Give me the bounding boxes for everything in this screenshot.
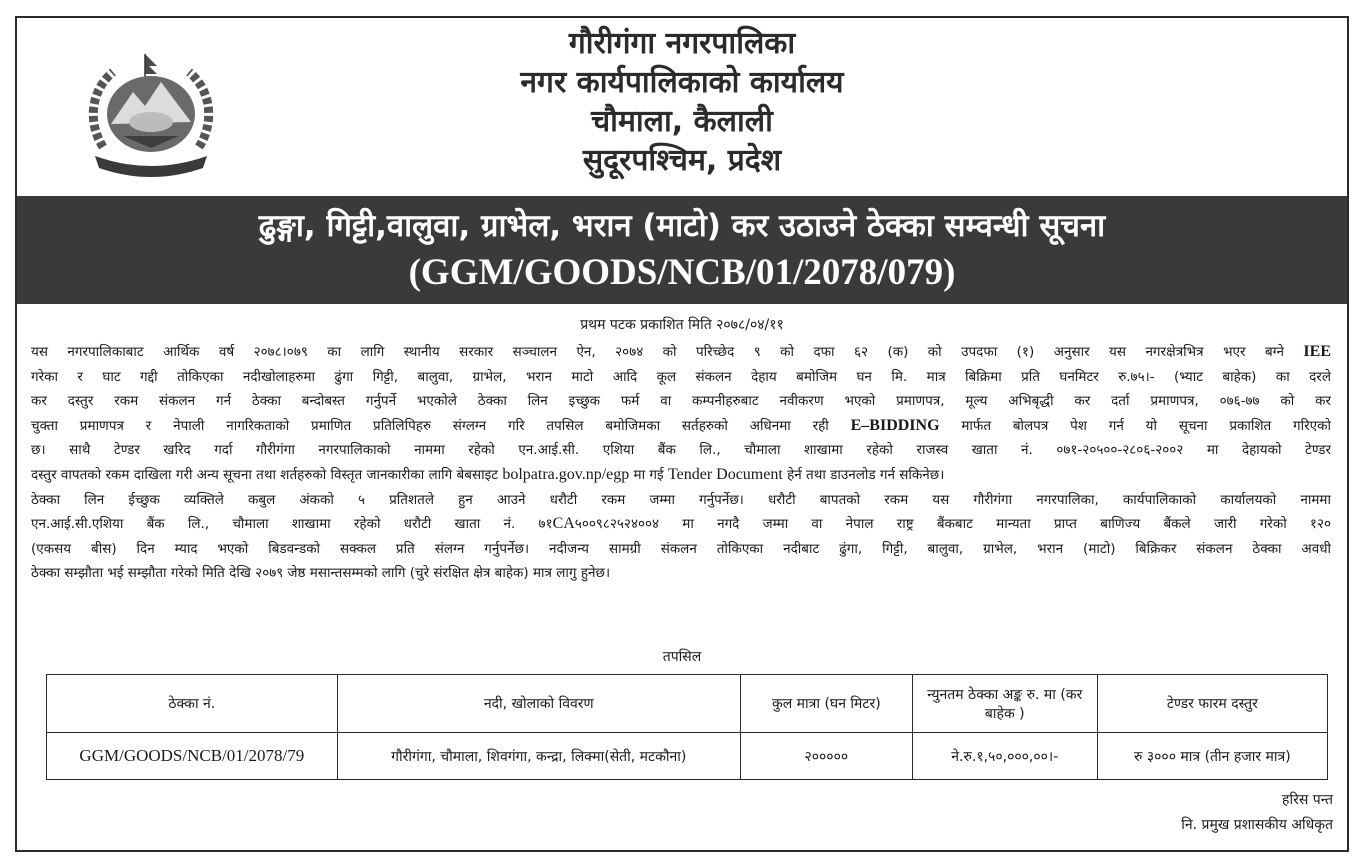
table-header-row	[47, 675, 1328, 733]
table-header: कुल मात्रा (घन मिटर)	[740, 675, 912, 733]
table-cell: GGM/GOODS/NCB/01/2078/79	[47, 733, 338, 780]
table-header: ठेक्का नं.	[47, 675, 338, 733]
province-name: सुदूरपश्चिम, प्रदेश	[582, 143, 782, 178]
body-line: दस्तुर वापतको रकम दाखिला गरी अन्य सूचना तथा शर्तहरुको विस्तृत जानकारीका लागि बेबसाइट bolpatra.gov.np/egp मा गई Tender Document हेर्न तथा डाउनलोड गर्न सकिनेछ।	[31, 465, 945, 483]
body-line: ठेक्का लिन ईच्छुक व्यक्तिले कबुल अंकको ५ प्रतिशतले हुन आउने धरौटी रकम जम्मा गर्नुपर्नेछ। धरौटी बापतको रकम यस गौरीगंगा नगरपालिका, कार्यपालिकाको कार्यालयको नाममा	[31, 491, 1331, 508]
notice-reference: (GGM/GOODS/NCB/01/2078/079)	[408, 252, 956, 293]
municipality-name: गौरीगंगा नगरपालिका	[568, 26, 796, 61]
publication-date: प्रथम पटक प्रकाशित मिति २०७८/०४/११	[580, 317, 784, 333]
body-line: चुक्ता प्रमाणपत्र र नेपाली नागरिकताको प्रमाणित प्रतिलिपिहरु संग्लग्न गरि तपसिल बमोजिमका सर्तहरुको अधिनमा रही E–BIDDING मार्फत बोलपत्र पेश गर्न यो सूचना प्रकाशित गरिएको	[31, 416, 1331, 434]
notice-body	[31, 340, 1331, 586]
table-header: न्युनतम ठेक्का अङ्क रु. मा (कर बाहेक )	[912, 675, 1097, 733]
signatory-title: नि. प्रमुख प्रशासकीय अधिकृत	[1181, 817, 1333, 833]
table-cell: गौरीगंगा, चौमाला, शिवगंगा, कन्द्रा, लिक्मा(सेती, मटकौना)	[337, 733, 740, 780]
table-cell: २०००००	[740, 733, 912, 780]
notice-page	[15, 16, 1349, 852]
table-header: टेण्डर फारम दस्तुर	[1097, 675, 1327, 733]
notice-header	[17, 18, 1347, 196]
table-cell: रु ३००० मात्र (तीन हजार मात्र)	[1097, 733, 1327, 780]
body-line: छ। साथै टेण्डर खरिद गर्दा गौरीगंगा नगरपालिकाको नाममा रहेको एन.आई.सी. एशिया बैंक लि., चौमाला शाखामा रहेको राजस्व खाता नं. ०७१-२०५००-२८०६-२००२ मा देहायको टेण्डर	[31, 442, 1331, 459]
schedule-caption: तपसिल	[662, 649, 702, 665]
body-line: गरेका र घाट गद्दी तोकिएका नदीखोलाहरुमा ढुंगा गिट्टी, बालुवा, ग्राभेल, भरान माटो आदि कूल संकलन देहाय बमोजिम घन मि. मात्र बिक्रिमा प्रति घनमिटर रु.७५।- (भ्याट बाहेक) का दरले	[31, 368, 1331, 385]
signature-block	[1181, 788, 1333, 838]
notice-title-banner	[17, 196, 1347, 304]
body-line: ठेक्का सम्झौता भई सम्झौता गरेको मिति देखि २०७९ जेष्ठ मसान्तसम्मको लागि (चुरे संरक्षित क्षेत्र बाहेक) मात्र लागु हुनेछ।	[31, 565, 611, 582]
signatory-name: हरिस पन्त	[1282, 792, 1333, 808]
office-name: नगर कार्यपालिकाको कार्यालय	[520, 65, 844, 100]
office-location: चौमाला, कैलाली	[591, 104, 773, 139]
table-row	[47, 733, 1328, 780]
table-cell: ने.रु.१,५०,०००,००।-	[912, 733, 1097, 780]
body-line: कर दस्तुर रकम संकलन गर्न ठेक्का बन्दोबस्त गर्नुपर्ने भएकोले ठेक्का लिन इच्छुक फर्म वा कम्पनीहरुबाट नवीकरण भएको प्रमाणपत्र, मूल्य अभिबृद्धी कर दर्ता प्रमाणपत्र, ०७६-७७ को कर	[31, 393, 1331, 410]
table-header: नदी, खोलाको विवरण	[337, 675, 740, 733]
body-line: एन.आई.सी.एशिया बैंक लि., चौमाला शाखामा रहेको धरौटी खाता नं. ७१CA५००९८२५२४००४ मा नगदै जम्मा वा नेपाल राष्ट्र बैंकबाट मान्यता प्राप्त बाणिज्य बैंकले जारी गरेको १२०	[31, 515, 1331, 533]
body-line: (एकसय बीस) दिन म्याद भएको बिडवन्डको सक्कल प्रति संलग्न गर्नुपर्नेछ। नदीजन्य सामग्री संकलन तोकिएका नदीबाट ढुंगा, गिट्टी, बालुवा, ग्राभेल, भरान (माटो) बिक्रिकर संकलन ठेक्का अवधी	[31, 540, 1331, 557]
tender-schedule-table	[46, 674, 1328, 780]
website-link: bolpatra.gov.np/egp	[502, 465, 630, 483]
notice-title: ढुङ्गा, गिट्टी,वालुवा, ग्राभेल, भरान (माटो) कर उठाउने ठेक्का सम्वन्धी सूचना	[258, 208, 1106, 244]
body-line: यस नगरपालिकाबाट आर्थिक वर्ष २०७८।०७९ का लागि स्थानीय सरकार सञ्चालन ऐन, २०७४ को परिच्छेद ९ को दफा ६२ (क) को उपदफा (१) अनुसार यस नगरक्षेत्रभित्र भएर बग्ने IEE	[31, 343, 1331, 360]
